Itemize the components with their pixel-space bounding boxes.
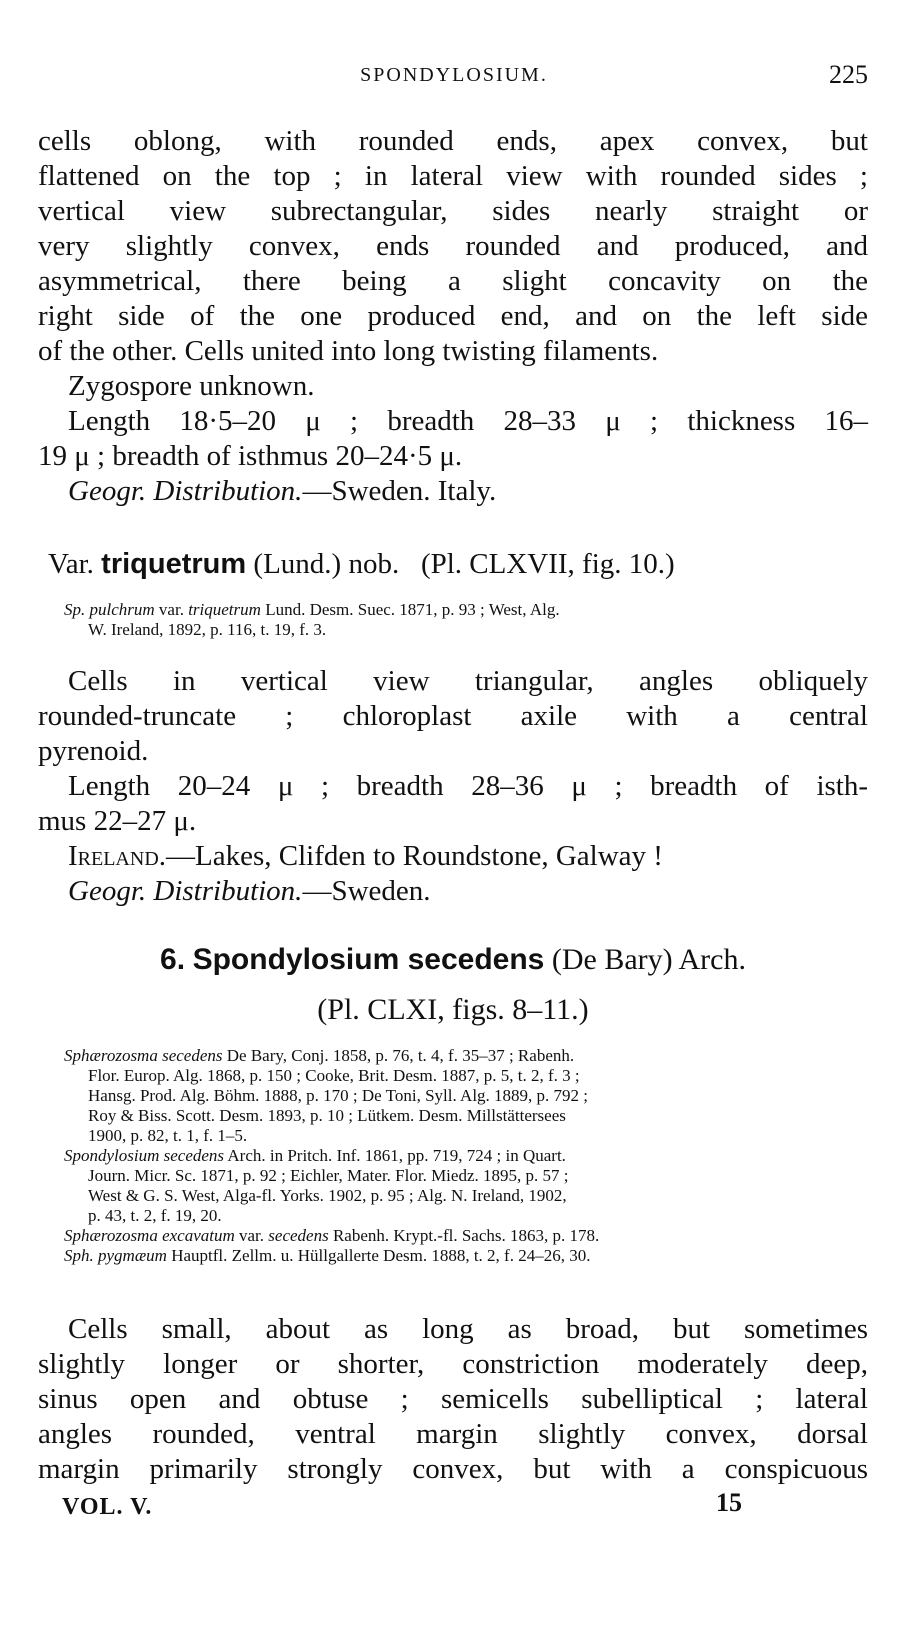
distribution-text: —Sweden.	[302, 875, 431, 907]
species-synonymy	[64, 1046, 864, 1266]
text-line: Cells in vertical view triangular, angles obliquely	[68, 665, 868, 697]
reference-line	[64, 1246, 864, 1266]
page-footer	[62, 1488, 742, 1528]
ref-text: Rabenh. Krypt.-fl. Sachs. 1863, p. 178.	[328, 1226, 600, 1245]
distribution-label: Geogr. Distribution.	[68, 475, 303, 507]
text-line: right side of the one produced end, and on the left side	[38, 300, 868, 332]
reference-line	[64, 1146, 864, 1166]
ref-name: triquetrum	[188, 600, 261, 619]
text-line: sinus open and obtuse ; semicells subelliptical ; lateral	[38, 1383, 868, 1415]
ref-text: Hauptfl. Zellm. u. Hüllgallerte Desm. 1888, t. 2, f. 24–26, 30.	[166, 1246, 591, 1265]
running-head	[40, 58, 868, 92]
reference-line: 1900, p. 82, t. 1, f. 1–5.	[88, 1126, 248, 1145]
text-line: of the other. Cells united into long twisting filaments.	[38, 335, 659, 367]
intro-paragraph	[38, 124, 868, 509]
page-number: 225	[829, 60, 868, 89]
distribution-label: Geogr. Distribution.	[68, 875, 303, 907]
reference-line: Hansg. Prod. Alg. Böhm. 1888, p. 170 ; De Toni, Syll. Alg. 1889, p. 792 ;	[88, 1086, 589, 1105]
text-line: rounded-truncate ; chloroplast axile with a central	[38, 700, 868, 732]
reference-line: W. Ireland, 1892, p. 116, t. 19, f. 3.	[88, 620, 327, 639]
species-heading	[38, 940, 868, 980]
ref-text: De Bary, Conj. 1858, p. 76, t. 4, f. 35–37 ; Rabenh.	[222, 1046, 575, 1065]
measurement-line: Length 18·5–20 μ ; breadth 28–33 μ ; thickness 16–	[68, 405, 868, 437]
synonym-name: Spondylosium secedens	[64, 1146, 225, 1165]
reference-line: Flor. Europ. Alg. 1868, p. 150 ; Cooke, Brit. Desm. 1887, p. 5, t. 2, f. 3 ;	[88, 1066, 580, 1085]
synonym-name: secedens	[268, 1226, 329, 1245]
reference-line: Roy & Biss. Scott. Desm. 1893, p. 10 ; Lütkem. Desm. Millstättersees	[88, 1106, 566, 1125]
species-description	[38, 1312, 868, 1487]
species-name: Spondylosium secedens	[192, 943, 545, 976]
signature-mark: 15	[716, 1488, 742, 1517]
text-line: vertical view subrectangular, sides nearly straight or	[38, 195, 868, 227]
variety-heading	[48, 546, 868, 582]
ireland-line	[38, 839, 868, 874]
reference-line: West & G. S. West, Alga-fl. Yorks. 1902, p. 95 ; Alg. N. Ireland, 1902,	[88, 1186, 567, 1205]
reference-line	[64, 600, 864, 620]
text-line: asymmetrical, there being a slight concavity on the	[38, 265, 868, 297]
text-line: slightly longer or shorter, constriction moderately deep,	[38, 1348, 868, 1380]
variety-name: triquetrum	[101, 548, 247, 580]
text-line: flattened on the top ; in lateral view with rounded sides ;	[38, 160, 868, 192]
variety-plate-ref: (Pl. CLXVII, fig. 10.)	[420, 548, 675, 580]
variety-references	[64, 600, 864, 640]
species-authority: (De Bary) Arch.	[551, 943, 746, 976]
ireland-text: —Lakes, Clifden to Roundstone, Galway !	[166, 840, 663, 872]
distribution-line	[38, 474, 868, 509]
ref-text: var.	[234, 1226, 269, 1245]
reference-line: Journ. Micr. Sc. 1871, p. 92 ; Eichler, Mater. Flor. Miedz. 1895, p. 57 ;	[88, 1166, 569, 1185]
species-plate-ref: (Pl. CLXI, figs. 8–11.)	[317, 993, 589, 1026]
text-line: pyrenoid.	[38, 735, 149, 767]
synonym-name: Sphærozosma secedens	[64, 1046, 223, 1065]
text-line: angles rounded, ventral margin slightly convex, dorsal	[38, 1418, 868, 1450]
text-line: cells oblong, with rounded ends, apex convex, but	[38, 125, 868, 157]
volume-label: VOL. V.	[62, 1494, 153, 1520]
reference-line: p. 43, t. 2, f. 19, 20.	[88, 1206, 222, 1225]
synonym-name: Sph. pygmæum	[64, 1246, 167, 1265]
ref-text: Lund. Desm. Suec. 1871, p. 93 ; West, Alg.	[260, 600, 560, 619]
distribution-text: —Sweden. Italy.	[302, 475, 497, 507]
zygospore-line: Zygospore unknown.	[68, 370, 315, 402]
reference-line	[64, 1046, 864, 1066]
text-line: Cells small, about as long as broad, but sometimes	[68, 1313, 868, 1345]
ireland-label: Ireland.	[68, 840, 167, 872]
variety-description	[38, 664, 868, 909]
variety-prefix: Var.	[48, 548, 94, 580]
ref-name: Sp. pulchrum	[64, 600, 155, 619]
synonym-name: Sphærozosma excavatum	[64, 1226, 235, 1245]
text-line: very slightly convex, ends rounded and produced, and	[38, 230, 868, 262]
distribution-line	[38, 874, 868, 909]
ref-text: Arch. in Pritch. Inf. 1861, pp. 719, 724 ; in Quart.	[224, 1146, 566, 1165]
measurement-line: mus 22–27 μ.	[38, 805, 197, 837]
species-number: 6.	[160, 943, 186, 976]
running-head-title: SPONDYLOSIUM.	[360, 64, 548, 86]
ref-text: var.	[154, 600, 189, 619]
variety-authority: (Lund.) nob.	[253, 548, 400, 580]
measurement-line: Length 20–24 μ ; breadth 28–36 μ ; breadth of isth-	[68, 770, 868, 802]
reference-line	[64, 1226, 864, 1246]
measurement-line: 19 μ ; breadth of isthmus 20–24·5 μ.	[38, 440, 463, 472]
text-line: margin primarily strongly convex, but with a conspicuous	[38, 1453, 868, 1485]
